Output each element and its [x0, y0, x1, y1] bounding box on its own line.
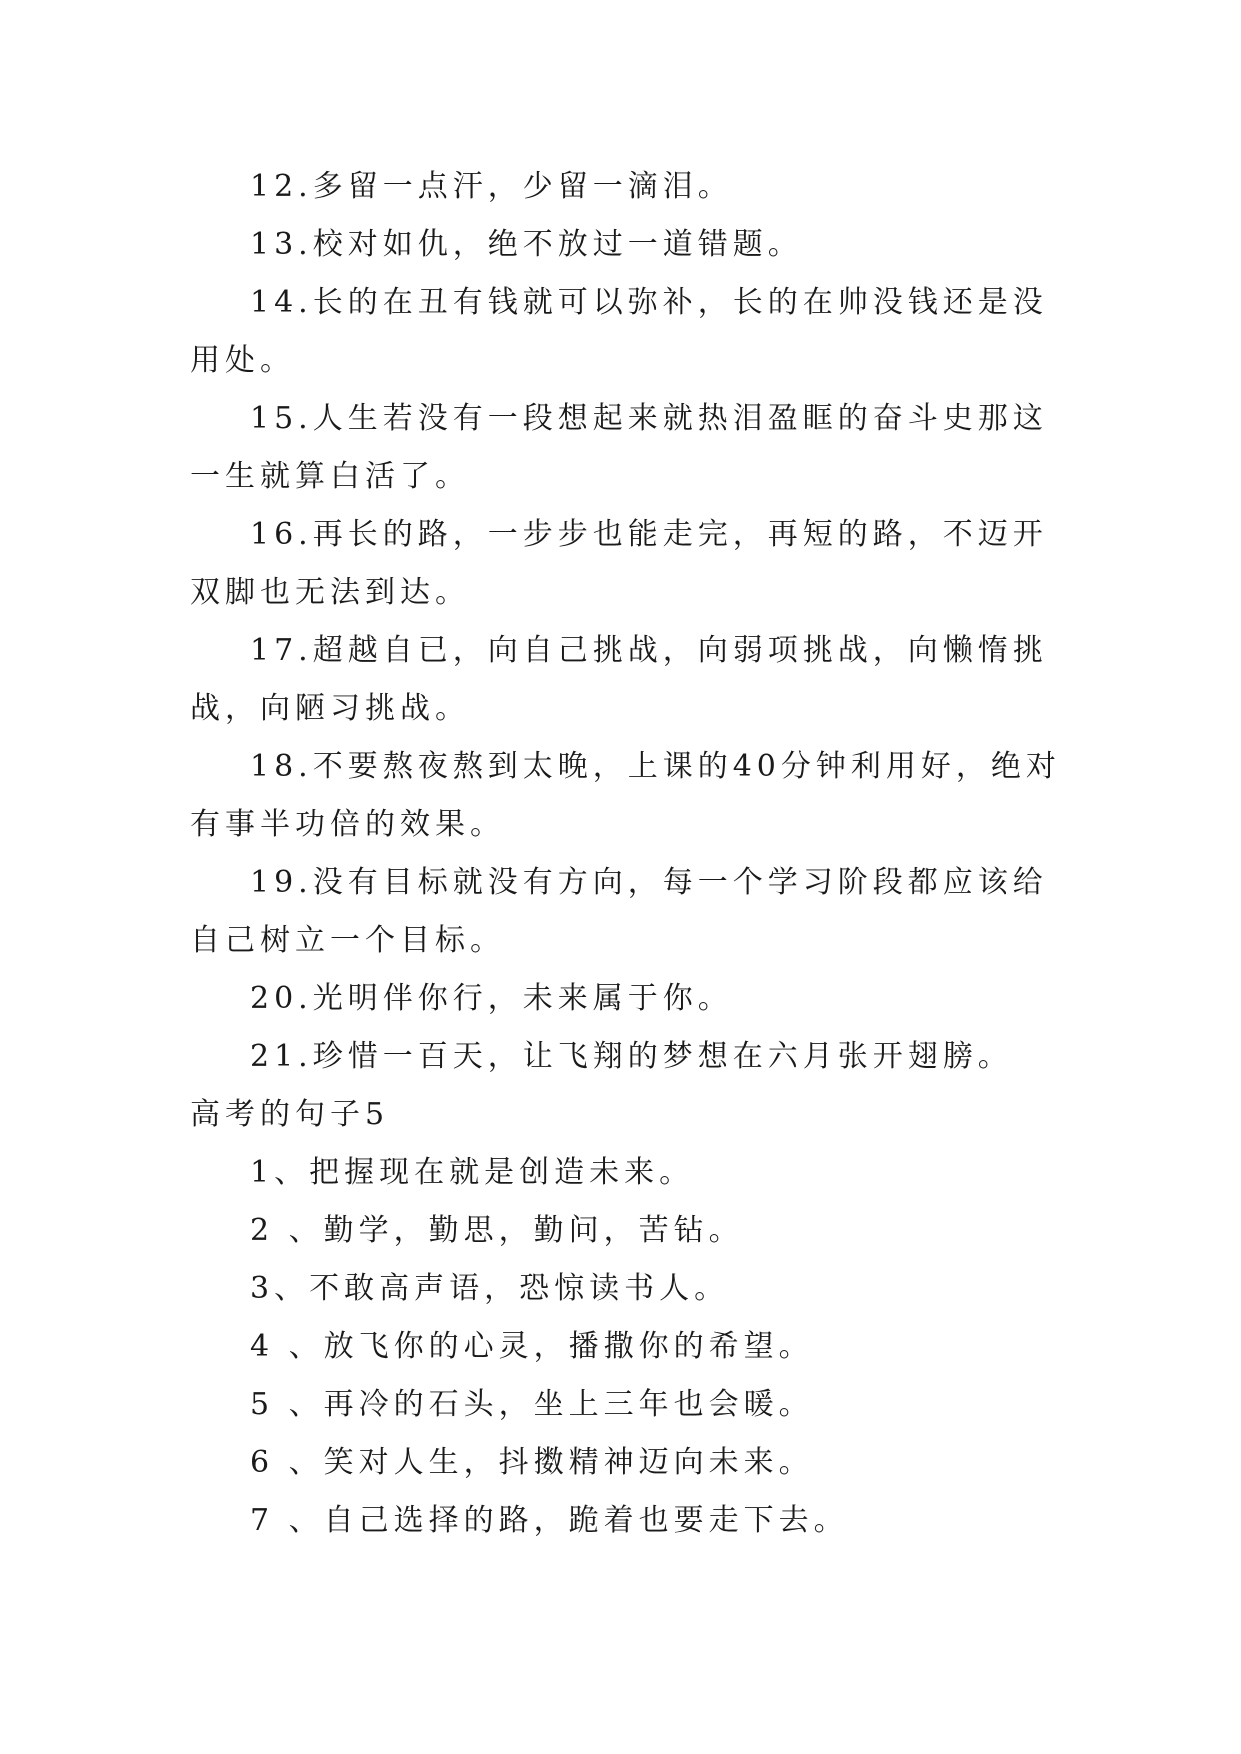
sentence-3: 3、不敢高声语，恐惊读书人。: [250, 1271, 730, 1306]
paragraph-20: 20.光明伴你行，未来属于你。: [250, 981, 733, 1016]
sentence-7: 7 、自己选择的路，跪着也要走下去。: [250, 1503, 849, 1538]
paragraph-15: 15.人生若没有一段想起来就热泪盈眶的奋斗史那这一生就算白活了。: [190, 401, 1048, 494]
paragraph-13: 13.校对如仇，绝不放过一道错题。: [250, 227, 803, 262]
sentence-5: 5 、再冷的石头，坐上三年也会暖。: [250, 1387, 814, 1422]
sentence-1: 1、把握现在就是创造未来。: [250, 1155, 695, 1190]
sentence-2: 2 、勤学，勤思，勤问，苦钻。: [250, 1213, 744, 1248]
document-body: [190, 158, 1070, 1550]
paragraph-21: 21.珍惜一百天，让飞翔的梦想在六月张开翅膀。: [250, 1039, 1013, 1074]
paragraph-18: 18.不要熬夜熬到太晚，上课的40分钟利用好，绝对有事半功倍的效果。: [190, 749, 1061, 842]
paragraph-19: 19.没有目标就没有方向，每一个学习阶段都应该给自己树立一个目标。: [190, 865, 1048, 958]
paragraph-12: 12.多留一点汗，少留一滴泪。: [250, 169, 733, 204]
paragraph-16: 16.再长的路，一步步也能走完，再短的路，不迈开双脚也无法到达。: [190, 517, 1048, 610]
sentence-4: 4 、放飞你的心灵，播撒你的希望。: [250, 1329, 814, 1364]
sentence-6: 6 、笑对人生，抖擞精神迈向未来。: [250, 1445, 814, 1480]
paragraph-17: 17.超越自已，向自己挑战，向弱项挑战，向懒惰挑战，向陋习挑战。: [190, 633, 1048, 726]
paragraph-14: 14.长的在丑有钱就可以弥补，长的在帅没钱还是没用处。: [190, 285, 1048, 378]
section-heading: 高考的句子5: [190, 1097, 390, 1132]
